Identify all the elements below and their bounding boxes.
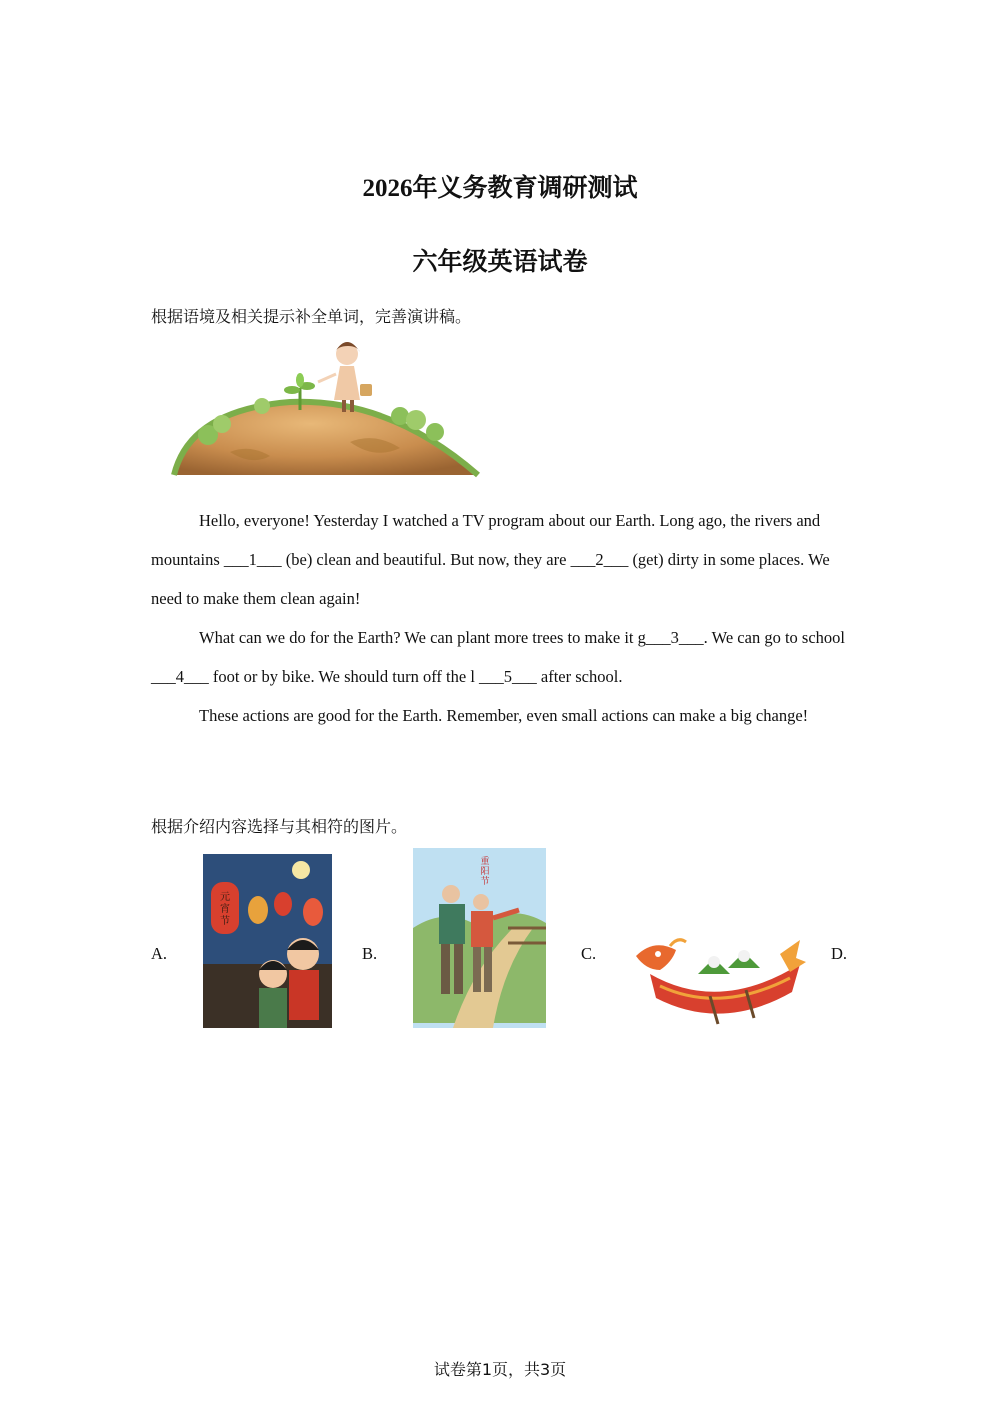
svg-text:节: 节 bbox=[220, 916, 230, 927]
lantern-festival-image bbox=[203, 854, 332, 1028]
svg-text:元: 元 bbox=[220, 892, 230, 903]
passage-paragraph-1: Hello, everyone! Yesterday I watched a TV program about our Earth. Long ago, the rivers and mountains ___1___ (be) clean and beautiful. But now, they are ___2___ (get) dirty in some places. We need to make them clean again! bbox=[151, 511, 830, 608]
section2-instruction: 根据介绍内容选择与其相符的图片。 bbox=[151, 817, 408, 836]
passage bbox=[151, 501, 851, 735]
title-text: 年义务教育调研测试 bbox=[412, 173, 638, 202]
double-ninth-festival-image bbox=[413, 848, 546, 1028]
option-d-label: D. bbox=[831, 944, 848, 963]
svg-text:节: 节 bbox=[480, 877, 490, 887]
dragon-boat-image bbox=[630, 934, 808, 1030]
option-c-label: C. bbox=[581, 944, 597, 963]
passage-paragraph-3: These actions are good for the Earth. Remember, even small actions can make a big change! bbox=[199, 706, 809, 725]
earth-girl-illustration bbox=[170, 340, 482, 478]
svg-text:宵: 宵 bbox=[220, 904, 230, 915]
svg-text:重: 重 bbox=[480, 857, 490, 867]
festival-sign bbox=[480, 855, 489, 887]
option-a-label: A. bbox=[151, 944, 168, 963]
exam-subtitle: 六年级英语试卷 bbox=[412, 247, 588, 276]
title-year: 2026 bbox=[362, 175, 413, 202]
section1-instruction: 根据语境及相关提示补全单词，完善演讲稿。 bbox=[151, 307, 472, 326]
option-b-label: B. bbox=[362, 944, 378, 963]
exam-title bbox=[0, 168, 1000, 204]
passage-paragraph-2: What can we do for the Earth? We can plant more trees to make it g___3___. We can go to school ___4___ foot or by bike. We should turn off the l ___5___ after school. bbox=[151, 628, 845, 686]
svg-text:阳: 阳 bbox=[480, 867, 490, 877]
lantern-sign bbox=[220, 891, 230, 927]
page-footer: 试卷第1页，共3页 bbox=[433, 1360, 567, 1379]
